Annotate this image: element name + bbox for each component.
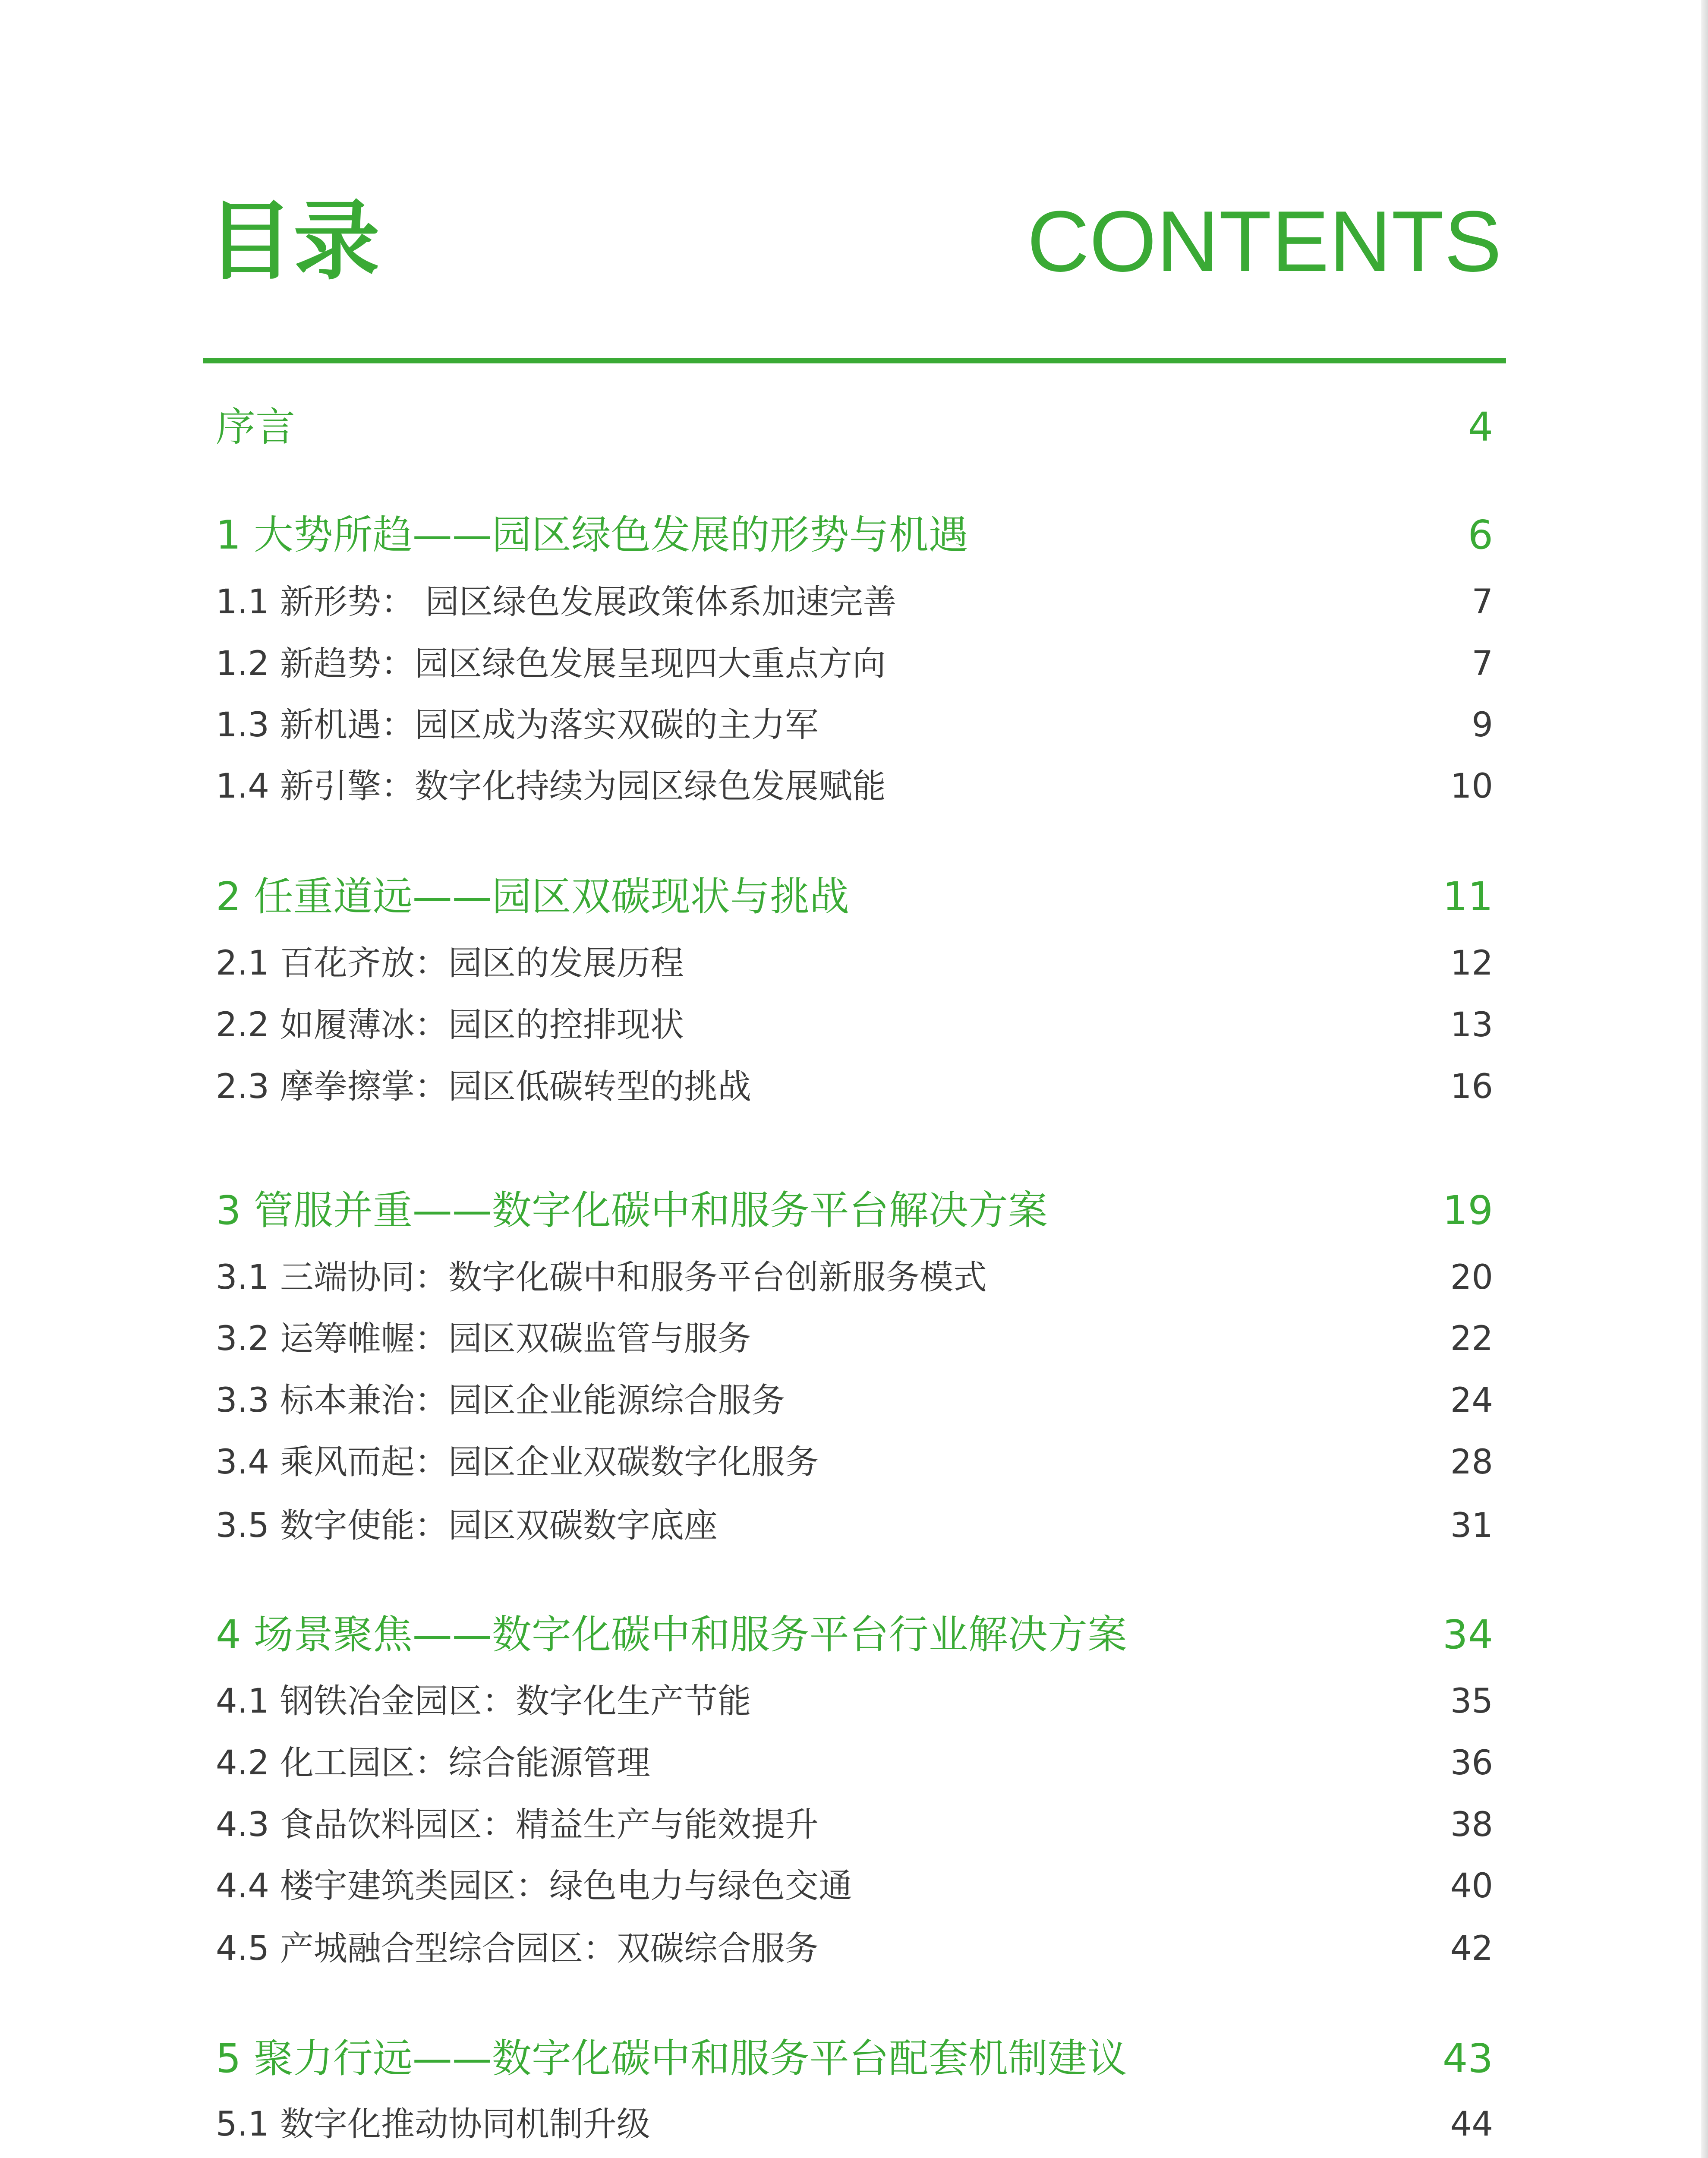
toc-entry-page: 24 <box>1450 1381 1493 1420</box>
toc-entry-label: 1.2 新趋势：园区绿色发展呈现四大重点方向 <box>216 644 886 683</box>
toc-entry-label: 1.4 新引擎：数字化持续为园区绿色发展赋能 <box>216 767 886 806</box>
toc-entry-label: 1 大势所趋——园区绿色发展的形势与机遇 <box>216 512 968 558</box>
toc-entry-page: 43 <box>1442 2035 1493 2082</box>
toc-entry-section-4-5[interactable] <box>216 1923 1493 1975</box>
toc-entry-page: 31 <box>1450 1506 1493 1545</box>
toc-entry-page: 11 <box>1442 874 1493 920</box>
title-divider <box>203 358 1506 363</box>
toc-entry-section-2-2[interactable] <box>216 999 1493 1051</box>
toc-entry-label: 5 聚力行远——数字化碳中和服务平台配套机制建议 <box>216 2035 1127 2082</box>
toc-entry-chapter-4[interactable] <box>216 1609 1493 1661</box>
toc-entry-label: 3.2 运筹帷幄：园区双碳监管与服务 <box>216 1319 751 1358</box>
toc-entry-label: 2 任重道远——园区双碳现状与挑战 <box>216 874 849 920</box>
toc-entry-page: 20 <box>1450 1258 1493 1297</box>
toc-entry-section-2-3[interactable] <box>216 1061 1493 1113</box>
toc-entry-section-4-4[interactable] <box>216 1860 1493 1912</box>
toc-entry-page: 7 <box>1472 644 1493 683</box>
toc-entry-page: 4 <box>1468 404 1493 450</box>
toc-entry-page: 36 <box>1450 1744 1493 1783</box>
toc-entry-preface[interactable] <box>216 401 1493 453</box>
toc-entry-label: 4 场景聚焦——数字化碳中和服务平台行业解决方案 <box>216 1612 1127 1658</box>
toc-entry-page: 9 <box>1472 706 1493 745</box>
toc-entry-chapter-2[interactable] <box>216 871 1493 923</box>
toc-entry-page: 40 <box>1450 1867 1493 1906</box>
toc-entry-section-5-1[interactable] <box>216 2098 1493 2150</box>
toc-entry-page: 35 <box>1450 1682 1493 1721</box>
toc-entry-page: 42 <box>1450 1929 1493 1968</box>
toc-entry-label: 5.1 数字化推动协同机制升级 <box>216 2105 650 2144</box>
toc-entry-section-3-2[interactable] <box>216 1313 1493 1365</box>
toc-entry-section-3-5[interactable] <box>216 1500 1493 1552</box>
toc-entry-label: 1.1 新形势： 园区绿色发展政策体系加速完善 <box>216 583 897 622</box>
toc-entry-label: 4.5 产城融合型综合园区：双碳综合服务 <box>216 1929 819 1968</box>
toc-entry-chapter-1[interactable] <box>216 509 1493 561</box>
page-edge-shadow <box>1701 0 1708 2158</box>
toc-entry-page: 44 <box>1450 2105 1493 2144</box>
toc-entry-label: 1.3 新机遇：园区成为落实双碳的主力军 <box>216 706 819 745</box>
toc-entry-chapter-3[interactable] <box>216 1185 1493 1237</box>
toc-entry-label: 4.2 化工园区：综合能源管理 <box>216 1744 650 1783</box>
toc-entry-page: 22 <box>1450 1319 1493 1358</box>
toc-entry-label: 3.3 标本兼治：园区企业能源综合服务 <box>216 1381 785 1420</box>
toc-entry-section-3-1[interactable] <box>216 1252 1493 1303</box>
toc-entry-chapter-5[interactable] <box>216 2033 1493 2085</box>
toc-entry-label: 3.4 乘风而起：园区企业双碳数字化服务 <box>216 1443 819 1482</box>
toc-entry-label: 3.1 三端协同：数字化碳中和服务平台创新服务模式 <box>216 1258 987 1297</box>
toc-entry-page: 13 <box>1450 1006 1493 1044</box>
toc-entry-page: 12 <box>1450 944 1493 983</box>
toc-entry-section-4-2[interactable] <box>216 1737 1493 1789</box>
toc-entry-section-4-3[interactable] <box>216 1799 1493 1851</box>
page-title-chinese: 目录 <box>207 191 380 292</box>
toc-entry-section-2-1[interactable] <box>216 937 1493 989</box>
toc-entry-page: 19 <box>1442 1187 1493 1234</box>
toc-entry-page: 38 <box>1450 1805 1493 1844</box>
toc-entry-label: 4.3 食品饮料园区：精益生产与能效提升 <box>216 1805 819 1844</box>
toc-entry-page: 34 <box>1442 1612 1493 1658</box>
toc-header <box>207 190 1502 293</box>
toc-entry-label: 3.5 数字使能：园区双碳数字底座 <box>216 1506 718 1545</box>
toc-entry-label: 2.3 摩拳擦掌：园区低碳转型的挑战 <box>216 1067 751 1106</box>
toc-entry-label: 2.2 如履薄冰：园区的控排现状 <box>216 1006 684 1044</box>
toc-entry-page: 7 <box>1472 583 1493 622</box>
toc-entry-page: 10 <box>1450 767 1493 806</box>
toc-entry-section-3-4[interactable] <box>216 1436 1493 1488</box>
toc-entry-label: 3 管服并重——数字化碳中和服务平台解决方案 <box>216 1187 1048 1234</box>
toc-entry-section-1-3[interactable] <box>216 699 1493 751</box>
toc-entry-label: 4.4 楼宇建筑类园区：绿色电力与绿色交通 <box>216 1867 852 1906</box>
toc-entry-section-1-1[interactable] <box>216 576 1493 628</box>
toc-entry-page: 6 <box>1468 512 1493 558</box>
toc-entry-label: 2.1 百花齐放：园区的发展历程 <box>216 944 684 983</box>
toc-entry-section-1-2[interactable] <box>216 638 1493 690</box>
toc-entry-page: 28 <box>1450 1443 1493 1482</box>
toc-entry-label: 序言 <box>216 404 296 450</box>
toc-entry-section-1-4[interactable] <box>216 760 1493 812</box>
toc-entry-page: 16 <box>1450 1067 1493 1106</box>
toc-entry-label: 4.1 钢铁冶金园区：数字化生产节能 <box>216 1682 751 1721</box>
page-title-english: CONTENTS <box>1027 193 1502 290</box>
toc-entry-section-4-1[interactable] <box>216 1675 1493 1727</box>
toc-entry-section-3-3[interactable] <box>216 1375 1493 1426</box>
